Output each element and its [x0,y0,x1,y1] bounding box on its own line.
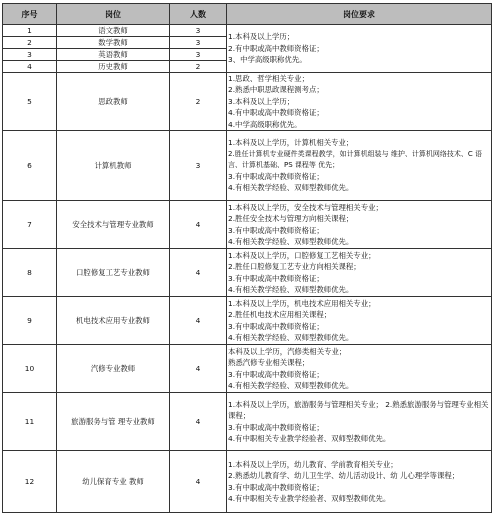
row-count: 4 [170,249,227,297]
requirement-line: 2.熟悉中职思政课程测考点； [228,85,324,95]
requirement-line: 1.本科及以上学历，旅游服务与管理相关专业； 2.熟悉旅游服务与管理专业相关课程； [228,399,489,421]
row-requirements [227,297,492,345]
row-requirements [227,451,492,513]
requirement-line: 4.中学高级职称优先。 [228,119,302,129]
row-position: 思政教师 [57,73,170,131]
requirement-line: 1.本科及以上学历，机电技术应用相关专业； [228,298,376,308]
row-position: 汽修专业教师 [57,345,170,393]
row-requirements [227,345,492,393]
requirement-line: 1.思政、哲学相关专业； [228,74,309,83]
row-count: 4 [170,345,227,393]
requirement-line: 4.有相关教学经验、双师型教师优先。 [228,332,354,342]
row-position: 数学教师 [57,37,170,49]
requirement-line: 1.本科及以上学历，计算机相关专业； [228,138,354,148]
header-requirements: 岗位要求 [227,4,492,25]
requirement-line: 1.本科及以上学历，幼儿教育、学前教育相关专业； [228,459,398,469]
row-count: 4 [170,201,227,249]
requirement-line: 3、中学高级职称优先。 [228,55,307,65]
requirement-line: 3.有中职或高中教师资格证； [228,482,324,492]
row-position: 口腔修复工艺专业教师 [57,249,170,297]
table-row [3,345,492,393]
row-seq: 11 [3,393,57,451]
row-requirements [227,393,492,451]
row-position: 英语教师 [57,49,170,61]
requirement-line: 2.胜任安全技术与管理方向相关课程； [228,214,354,224]
row-position: 机电技术应用专业教师 [57,297,170,345]
row-count: 3 [170,49,227,61]
row-seq: 6 [3,131,57,201]
requirement-line: 4.有中职或高中教师资格证； [228,108,324,118]
row-position: 旅游服务与管 理专业教师 [57,393,170,451]
requirement-line: 2.熟悉幼儿教育学、幼儿卫生学、幼儿活动设计、幼 儿心理学等课程； [228,471,460,481]
header-seq: 序号 [3,4,57,25]
requirement-line: 4.有中职相关专业教学经验者、双师型教师优先。 [228,433,391,443]
requirement-line: 3.有中职或高中教师资格证； [228,225,324,235]
table-row [3,451,492,513]
requirement-line: 熟悉汽修专业相关课程； [228,358,310,368]
table-row [3,393,492,451]
requirement-line: 3.有中职或高中教师资格证； [228,321,324,331]
row-count: 3 [170,37,227,49]
row-position: 历史教师 [57,61,170,73]
table-row [3,297,492,345]
row-count: 2 [170,61,227,73]
row-position: 安全技术与管理专业教师 [57,201,170,249]
requirement-line: 3.本科及以上学历； [228,96,295,106]
row-position: 计算机教师 [57,131,170,201]
requirement-line: 2.有中职或高中教师资格证； [228,43,324,53]
requirement-line: 4.有中职相关专业教学经验者、双师型教师优先。 [228,493,391,503]
recruitment-table-wrapper [2,3,492,513]
requirement-line: 3.有中职或高中教师资格证； [228,172,324,182]
header-count: 人数 [170,4,227,25]
row-seq: 7 [3,201,57,249]
row-requirements [227,201,492,249]
row-seq: 8 [3,249,57,297]
requirement-line: 3.有中职或高中教师资格证； [228,369,324,379]
table-row [3,25,492,37]
row-seq: 3 [3,49,57,61]
row-position: 幼儿保育专业 教师 [57,451,170,513]
requirement-line: 3.有中职或高中教师资格证； [228,422,324,432]
recruitment-table [2,3,492,513]
row-requirements [227,249,492,297]
row-position: 语文教师 [57,25,170,37]
table-row [3,73,492,131]
requirement-line: 4.有相关教学经验、双师型教师优先。 [228,236,354,246]
row-seq: 1 [3,25,57,37]
row-requirements [227,73,492,131]
requirement-line: 本科及以上学历，汽修类相关专业； [228,346,347,356]
header-position: 岗位 [57,4,170,25]
requirement-line: 4.有相关教学经验、双师型教师优先。 [228,284,354,294]
table-row [3,201,492,249]
row-seq: 5 [3,73,57,131]
requirement-line: 1.本科及以上学历，安全技术与管理相关专业； [228,202,383,212]
requirement-line: 2.胜任口腔修复工艺专业方向相关课程； [228,262,361,272]
row-count: 3 [170,131,227,201]
row-seq: 10 [3,345,57,393]
row-count: 2 [170,73,227,131]
requirement-line: 1.本科及以上学历； [228,32,295,42]
row-count: 4 [170,451,227,513]
requirement-line: 2.胜任计算机专业硬件类课程教学，如计算机组装与 维护、计算机网络技术、C 语言、计算机基础、PS 课程等 优先； [228,149,483,169]
requirement-line: 2.胜任机电技术应用相关课程； [228,310,332,320]
requirement-line: 3.有中职或高中教师资格证； [228,273,324,283]
requirement-line: 1.本科及以上学历，口腔修复工艺相关专业； [228,250,376,260]
row-seq: 2 [3,37,57,49]
row-seq: 4 [3,61,57,73]
row-count: 4 [170,297,227,345]
header-row [3,4,492,25]
row-count: 4 [170,393,227,451]
row-seq: 12 [3,451,57,513]
requirement-line: 4.有相关教学经验、双师型教师优先。 [228,183,354,193]
row-seq: 9 [3,297,57,345]
row-requirements [227,131,492,201]
requirement-line: 4.有相关教学经验、双师型教师优先。 [228,380,354,390]
row-requirements [227,25,492,73]
table-row [3,131,492,201]
row-count: 3 [170,25,227,37]
table-row [3,249,492,297]
